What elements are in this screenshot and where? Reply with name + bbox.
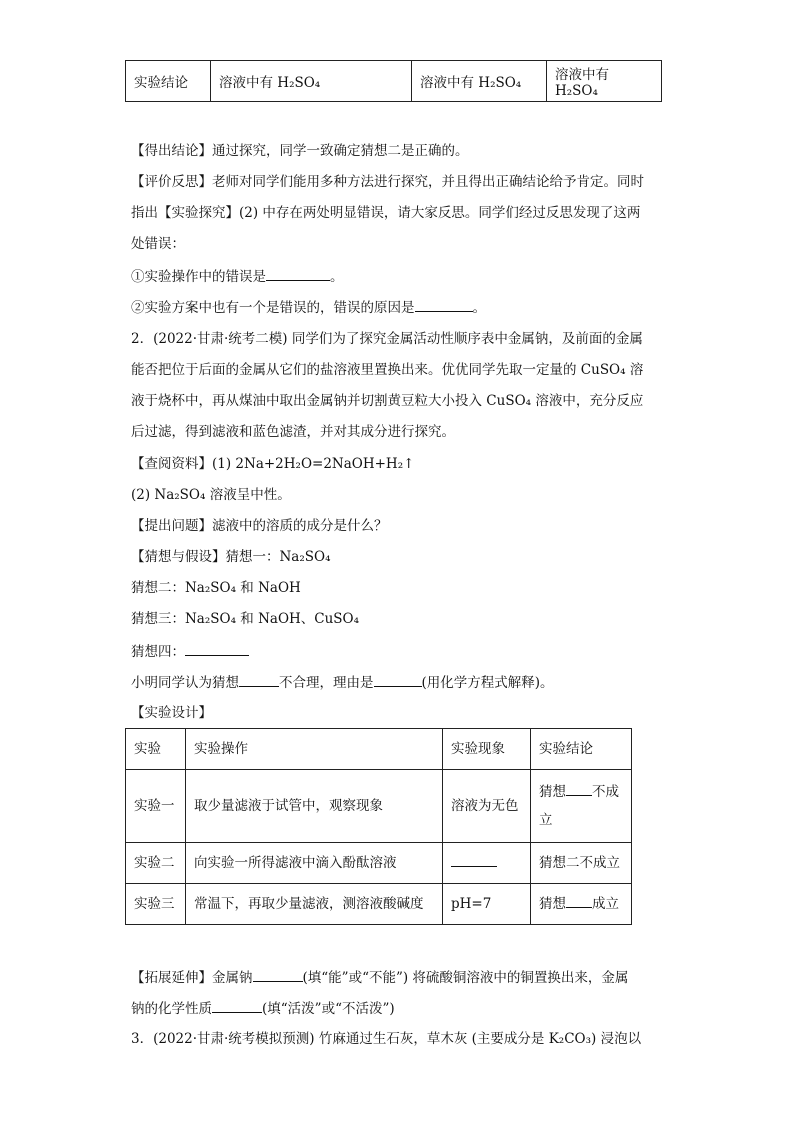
table-row xyxy=(126,770,632,843)
table-cell: 取少量滤液于试管中，观察现象 xyxy=(186,770,443,843)
table-row xyxy=(126,884,632,925)
table-row xyxy=(126,61,662,102)
fill-blank[interactable] xyxy=(415,297,473,312)
table-cell: 实验二 xyxy=(126,843,186,884)
table-cell: 溶液中有 H₂SO₄ xyxy=(547,61,662,102)
error-1-line: ①实验操作中的错误是 。 xyxy=(131,266,344,287)
table-header: 实验现象 xyxy=(443,729,531,770)
fill-blank[interactable] xyxy=(566,781,592,796)
table-cell xyxy=(443,843,531,884)
design-heading: 【实验设计】 xyxy=(131,705,212,721)
extension-line-2: 钠的化学性质 (填“活泼”或“不活泼”) xyxy=(131,998,395,1019)
question-2-line-4: 后过滤，得到滤液和蓝色滤渣，并对其成分进行探究。 xyxy=(131,424,455,440)
table-cell: 溶液为无色 xyxy=(443,770,531,843)
question-2-line-3: 液于烧杯中，再从煤油中取出金属钠并切割黄豆粒大小投入 CuSO₄ 溶液中，充分反应 xyxy=(131,393,644,409)
fill-blank[interactable] xyxy=(374,672,422,687)
hypothesis-2: 猜想二：Na₂SO₄ 和 NaOH xyxy=(131,580,301,596)
info-line-2: (2) Na₂SO₄ 溶液呈中性。 xyxy=(131,487,291,503)
error-2-text: ②实验方案中也有一个是错误的，错误的原因是 xyxy=(131,300,415,316)
error-1-text: ①实验操作中的错误是 xyxy=(131,269,266,285)
reflection-line-1: 【评价反思】老师对同学们能用多种方法进行探究，并且得出正确结论给予肯定。同时 xyxy=(131,174,644,190)
conclusion-table xyxy=(125,60,662,102)
table-cell: 溶液中有 H₂SO₄ xyxy=(211,61,412,102)
question-2-line-1: 2．(2022·甘肃·统考二模) 同学们为了探究金属活动性顺序表中金属钠，及前面的金属 xyxy=(131,331,643,347)
hypothesis-3: 猜想三：Na₂SO₄ 和 NaOH、CuSO₄ xyxy=(131,611,360,627)
fill-blank[interactable] xyxy=(566,893,592,908)
fill-blank[interactable] xyxy=(185,641,249,656)
fill-blank[interactable] xyxy=(253,967,303,982)
extension-line-1: 【拓展延伸】金属钠 (填“能”或“不能”) 将硫酸铜溶液中的铜置换出来，金属 xyxy=(131,967,628,988)
fill-blank[interactable] xyxy=(239,672,279,687)
table-cell: 实验三 xyxy=(126,884,186,925)
question-line: 【提出问题】滤液中的溶质的成分是什么？ xyxy=(131,518,388,534)
table-cell: 猜想 不成 立 xyxy=(531,770,632,843)
table-cell: 实验一 xyxy=(126,770,186,843)
hypothesis-4: 猜想四： xyxy=(131,641,249,662)
question-3-line: 3．(2022·甘肃·统考模拟预测) 竹麻通过生石灰，草木灰 (主要成分是 K₂CO₃) 浸泡以 xyxy=(131,1031,642,1047)
xiaoming-line: 小明同学认为猜想 不合理，理由是 (用化学方程式解释)。 xyxy=(131,672,554,693)
table-header: 实验结论 xyxy=(531,729,632,770)
hypothesis-1: 【猜想与假设】猜想一：Na₂SO₄ xyxy=(131,549,331,565)
experiment-table xyxy=(125,728,632,925)
table-cell: 溶液中有 H₂SO₄ xyxy=(412,61,547,102)
table-cell-label: 实验结论 xyxy=(126,61,211,102)
fill-blank[interactable] xyxy=(266,266,330,281)
table-row xyxy=(126,843,632,884)
table-header: 实验操作 xyxy=(186,729,443,770)
fill-blank[interactable] xyxy=(212,998,262,1013)
fill-blank[interactable] xyxy=(451,852,497,867)
reflection-line-2: 指出【实验探究】(2) 中存在两处明显错误，请大家反思。同学们经过反思发现了这两 xyxy=(131,205,641,221)
table-cell: 猜想二不成立 xyxy=(531,843,632,884)
table-cell: 向实验一所得滤液中滴入酚酞溶液 xyxy=(186,843,443,884)
error-2-line: ②实验方案中也有一个是错误的，错误的原因是 。 xyxy=(131,297,486,318)
table-header-row xyxy=(126,729,632,770)
table-cell: 常温下，再取少量滤液，测溶液酸碱度 xyxy=(186,884,443,925)
table-header: 实验 xyxy=(126,729,186,770)
info-line-1: 【查阅资料】(1) 2Na+2H₂O=2NaOH+H₂↑ xyxy=(131,456,415,472)
table-cell: pH=7 xyxy=(443,884,531,925)
conclusion-paragraph: 【得出结论】通过探究，同学一致确定猜想二是正确的。 xyxy=(131,143,469,159)
table-cell: 猜想 成立 xyxy=(531,884,632,925)
reflection-line-3: 处错误： xyxy=(131,236,185,252)
question-2-line-2: 能否把位于后面的金属从它们的盐溶液里置换出来。优优同学先取一定量的 CuSO₄ 溶 xyxy=(131,362,644,378)
